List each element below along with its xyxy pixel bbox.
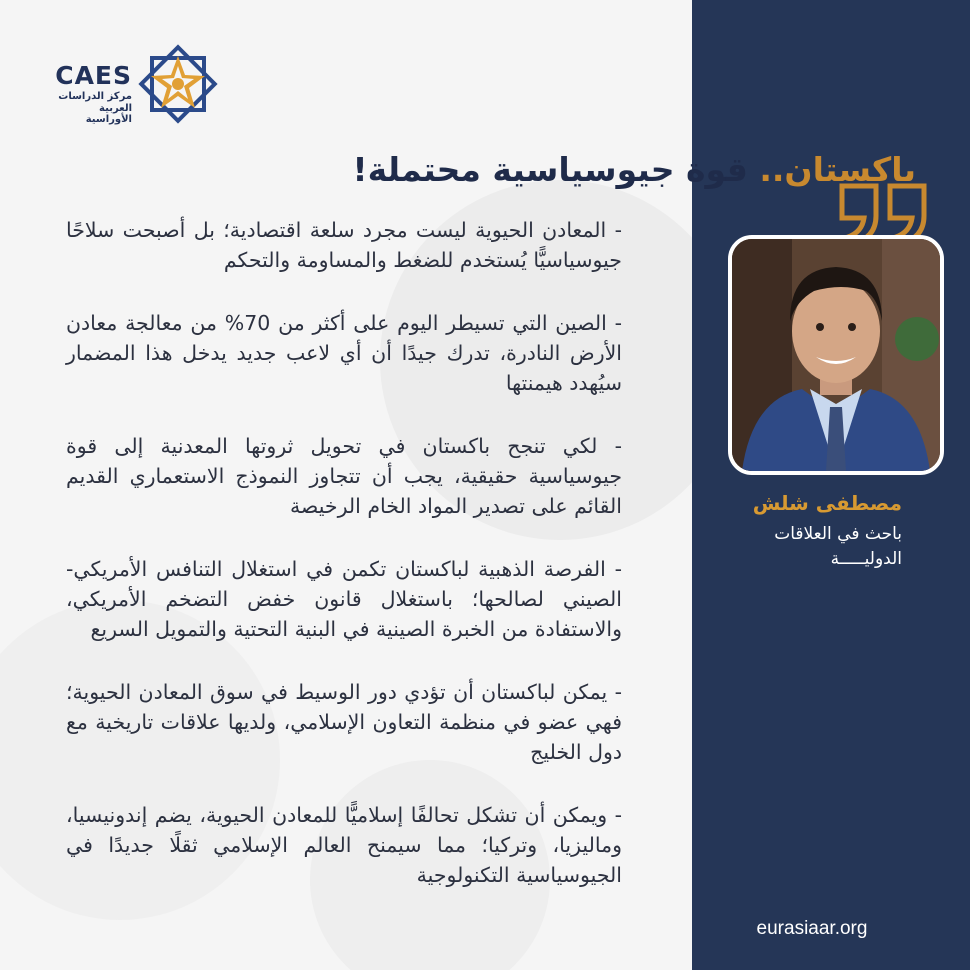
paragraph-6: - ويمكن أن تشكل تحالفًا إسلاميًّا للمعادن الحيوية، يضم إندونيسيا، وماليزيا، وتركيا؛ مما سيمنح العالم الإسلامي ثقلًا جديدًا في الجيوسياسية التكنولوجية <box>66 803 622 887</box>
headline <box>352 150 916 189</box>
author-name: مصطفى شلش <box>752 491 902 515</box>
logo-name-line2: العربية الأوراسية <box>85 103 132 125</box>
paragraph-1: - المعادن الحيوية ليست مجرد سلعة اقتصادية؛ بل أصبحت سلاحًا جيوسياسيًّا يُستخدم للضغط والمساومة والتحكم <box>66 218 622 272</box>
author-photo <box>728 235 944 475</box>
author-panel <box>692 0 970 970</box>
author-portrait <box>732 239 940 471</box>
caes-logo <box>52 44 222 124</box>
author-role-line2: الدوليـــــة <box>830 549 902 569</box>
paragraph-5: - يمكن لباكستان أن تؤدي دور الوسيط في سوق المعادن الحيوية؛ فهي عضو في منظمة التعاون الإسلامي، ولديها علاقات تاريخية مع دول الخليج <box>66 680 622 764</box>
author-role-line1: باحث في العلاقات <box>774 524 902 544</box>
headline-highlight: باكستان.. <box>759 150 916 189</box>
website-link[interactable]: eurasiaar.org <box>756 918 868 939</box>
logo-acronym: CAES <box>55 61 132 90</box>
article-body <box>66 215 622 923</box>
paragraph-4: - الفرصة الذهبية لباكستان تكمن في استغلال التنافس الأمريكي- الصيني لصالحها؛ باستغلال قانون خفض التضخم الأمريكي، والاستفادة من الخبرة الصينية في البنية التحتية والتمويل السريع <box>66 557 622 641</box>
paragraph-3: - لكي تنجح باكستان في تحويل ثروتها المعدنية إلى قوة جيوسياسية حقيقية، يجب أن تتجاوز النموذج الاستعماري القديم القائم على تصدير المواد الخام الرخيصة <box>66 434 622 518</box>
paragraph-2: - الصين التي تسيطر اليوم على أكثر من 70% من معالجة معادن الأرض النادرة، تدرك جيدًا أن أي لاعب جديد يدخل هذا المضمار سيُهدد هيمنتها <box>66 311 622 395</box>
logo-name-line1: مركز الدراسات <box>58 91 132 102</box>
caes-star-logo-icon <box>138 44 218 124</box>
headline-rest: قوة جيوسياسية محتملة! <box>352 150 748 189</box>
